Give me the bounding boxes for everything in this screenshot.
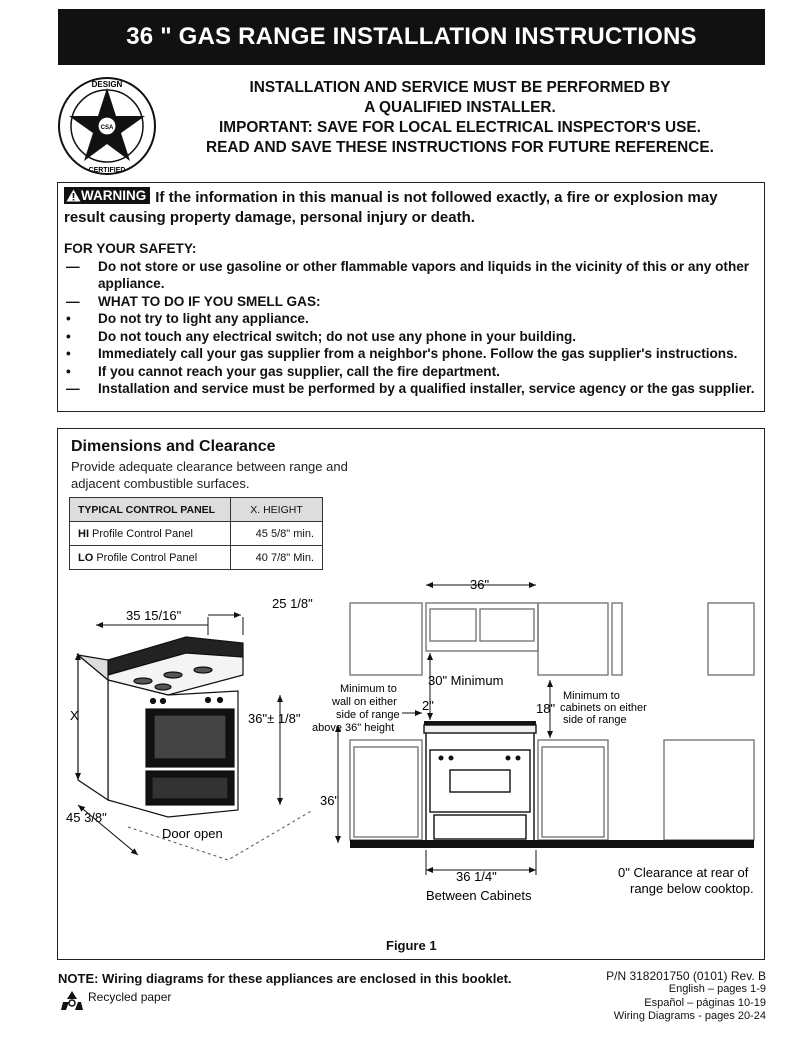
- clearance-diagram: [58, 575, 764, 905]
- part-number: P/N 318201750 (0101) Rev. B: [606, 969, 766, 983]
- between-cabinets-label: Between Cabinets: [426, 888, 532, 903]
- dim-36-1-4: 36 1/4": [456, 869, 497, 884]
- dim-2: 2": [422, 698, 434, 713]
- rear-clearance-note: 0" Clearance at rear of: [618, 865, 749, 880]
- range-illustration: [78, 637, 243, 817]
- seal-bottom-text: CERTIFIED: [88, 167, 126, 174]
- part-number-block: [520, 969, 766, 1024]
- safety-item: — WHAT TO DO IF YOU SMELL GAS:: [66, 293, 321, 309]
- dim-18: 18": [536, 701, 556, 716]
- seal-top-text: DESIGN: [91, 80, 123, 89]
- page-range: English – pages 1-9: [668, 983, 766, 995]
- wiring-note: NOTE: Wiring diagrams for these appliances are enclosed in this booklet.: [58, 971, 512, 986]
- warning-statement: [64, 187, 760, 228]
- left-note: wall on either: [332, 696, 397, 708]
- right-note: side of range: [563, 714, 627, 726]
- table-row: LO Profile Control Panel 40 7/8" Min.: [70, 546, 323, 570]
- page-title: 36 " GAS RANGE INSTALLATION INSTRUCTIONS: [58, 9, 765, 65]
- notice-line: IMPORTANT: SAVE FOR LOCAL ELECTRICAL INSPECTOR'S USE.: [219, 119, 701, 136]
- left-note: above 36" height: [312, 722, 395, 734]
- safety-item: • Immediately call your gas supplier from a neighbor's phone. Follow the gas supplier's instructions.: [66, 346, 738, 361]
- cabinet-illustration: [350, 603, 754, 842]
- left-note: Minimum to: [340, 683, 397, 695]
- safety-heading: FOR YOUR SAFETY:: [64, 241, 197, 256]
- warning-badge-label: WARNING: [81, 188, 147, 203]
- warning-triangle-icon: [66, 189, 81, 202]
- seal-center-text: CSA: [100, 125, 114, 131]
- figure-caption: Figure 1: [386, 938, 437, 953]
- door-open-label: Door open: [162, 826, 223, 841]
- dim-30-minimum: 30" Minimum: [428, 673, 504, 688]
- dimensions-subtitle: Provide adequate clearance between range and adjacent combustible surfaces.: [71, 459, 348, 491]
- dim-45-3-8: 45 3/8": [66, 810, 107, 825]
- right-note: Minimum to: [563, 690, 620, 702]
- left-note: side of range: [336, 709, 400, 721]
- recycled-paper-label: Recycled paper: [88, 990, 172, 1004]
- safety-item: • Do not touch any electrical switch; do not use any phone in your building.: [66, 328, 577, 344]
- table-header: X. HEIGHT: [231, 498, 323, 522]
- dimensions-title: Dimensions and Clearance: [71, 438, 276, 455]
- dim-25-1-8: 25 1/8": [272, 596, 313, 611]
- dim-35-15-16: 35 15/16": [126, 608, 182, 623]
- safety-item: • Do not try to light any appliance.: [66, 311, 309, 326]
- dim-x: X: [70, 708, 79, 723]
- notice-line: INSTALLATION AND SERVICE MUST BE PERFORMED BY: [249, 79, 671, 96]
- page-range: Español – páginas 10-19: [644, 996, 766, 1009]
- table-header-row: [70, 498, 323, 522]
- dim-36-height: 36"± 1/8": [248, 711, 301, 726]
- table-header: TYPICAL CONTROL PANEL: [70, 498, 231, 522]
- control-panel-table: [69, 497, 323, 570]
- page-range: Wiring Diagrams - pages 20-24: [613, 1010, 766, 1022]
- design-certified-seal: [57, 76, 157, 176]
- dim-36-width: 36": [470, 577, 490, 592]
- installation-notice: [160, 78, 760, 158]
- right-note: cabinets on either: [560, 702, 647, 714]
- safety-item: — Installation and service must be performed by a qualified installer, service agency or the gas supplier.: [66, 381, 755, 396]
- table-row: HI Profile Control Panel 45 5/8" min.: [70, 522, 323, 546]
- warning-badge: [64, 187, 150, 204]
- safety-item: • If you cannot reach your gas supplier, call the fire department.: [66, 363, 500, 379]
- notice-line: READ AND SAVE THESE INSTRUCTIONS FOR FUTURE REFERENCE.: [206, 139, 714, 156]
- safety-item: — Do not store or use gasoline or other flammable vapors and liquids in the vicinity of this or any other appliance.: [66, 258, 750, 291]
- dim-36-side: 36": [320, 793, 340, 808]
- notice-line: A QUALIFIED INSTALLER.: [364, 99, 556, 116]
- rear-clearance-note: range below cooktop.: [630, 881, 754, 896]
- safety-section: [64, 240, 760, 398]
- warning-text: If the information in this manual is not followed exactly, a fire or explosion may result causing property damage, personal injury or death.: [64, 189, 718, 226]
- recycle-icon: [60, 990, 84, 1012]
